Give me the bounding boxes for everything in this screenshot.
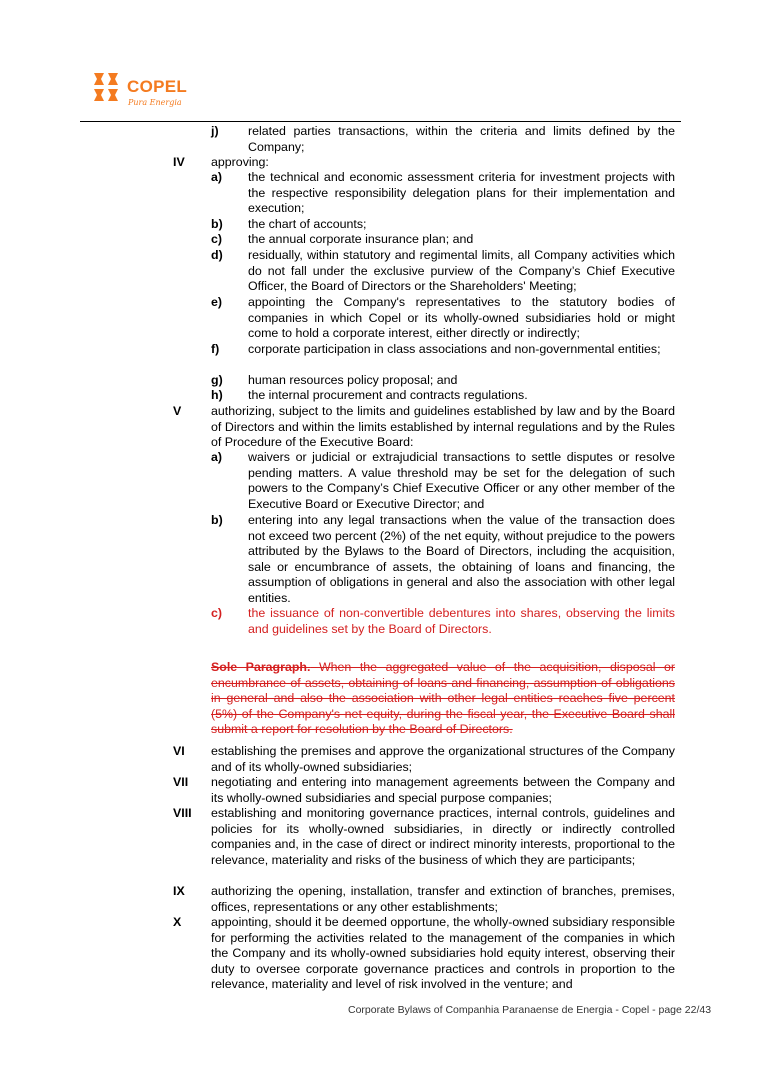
item-label: X: [173, 915, 182, 929]
item-label: h): [211, 388, 223, 402]
item-label: a): [211, 450, 223, 464]
logo-tagline: Pura Energia: [128, 98, 182, 107]
item-label: a): [211, 170, 223, 184]
item-text: establishing the premises and approve the organizational structures of the Company and of its wholly-owned subsidiaries;: [211, 744, 675, 774]
item-label: VIII: [173, 806, 192, 820]
item-text: authorizing the opening, installation, transfer and extinction of branches, premises, offices, representations or any other establishments;: [211, 884, 675, 914]
logo-name: COPEL: [127, 77, 188, 96]
page-footer: Corporate Bylaws of Companhia Paranaense de Energia - Copel - page 22/43: [348, 1004, 712, 1016]
item-label: g): [211, 373, 223, 387]
item-text: appointing the Company's representatives to the statutory bodies of companies in which Copel or its wholly-owned subsidiaries hold or might come to hold a corporate interest, either directly or indirectly;: [248, 295, 675, 341]
item-label: VII: [173, 775, 189, 789]
item-label-added: c): [211, 606, 223, 620]
item-text: entering into any legal transactions when the value of the transaction does not exceed two percent (2%) of the net equity, without prejudice to the powers attributed by the Bylaws to the Board of Directors, including the acquisition, sale or encumbrance of assets, the obtaining of loans and financing, the assumption of obligations in general and also the association with other legal entities.: [248, 513, 675, 605]
item-label: b): [211, 217, 223, 231]
item-text: related parties transactions, within the criteria and limits defined by the Company;: [248, 124, 675, 154]
item-text: appointing, should it be deemed opportune, the wholly-owned subsidiary responsible for performing the activities related to the management of the companies in which the Company and its wholly-owned subsidiaries hold equity interest, observing their duty to oversee corporate governance practices and controls in proportion to the relevance, materiality and level of risk involved in the venture; and: [211, 915, 675, 992]
item-text: approving:: [211, 155, 269, 169]
item-label: c): [211, 232, 223, 246]
item-text: authorizing, subject to the limits and guidelines established by law and by the Board of Directors and within the limits established by internal regulations and by the Rules of Procedure of the Executive Board:: [211, 404, 675, 450]
item-text: the internal procurement and contracts regulations.: [248, 388, 528, 402]
item-label: j): [211, 124, 219, 138]
sole-paragraph-label: Sole Paragraph.: [211, 660, 311, 674]
item-text: corporate participation in class associations and non-governmental entities;: [248, 342, 661, 356]
sole-paragraph-text: When the aggregated value of the acquisition, disposal or encumbrance of assets, obtaining of loans and financing, assumption of obligations in general and also the association with other legal entities reaches five percent (5%) of the Company's net equity, during the fiscal year, the Executive Board shall submit a report for resolution by the Board of Directors.: [211, 660, 676, 737]
item-text: waivers or judicial or extrajudicial transactions to settle disputes or resolve pending matters. A value threshold may be set for the delegation of such powers to the Company’s Chief Executive Officer or any other member of the Executive Board or Executive Director; and: [248, 450, 675, 511]
item-text: negotiating and entering into management agreements between the Company and its wholly-owned subsidiaries and special purpose companies;: [211, 775, 675, 805]
item-label: IX: [173, 884, 185, 898]
item-label: IV: [173, 155, 185, 169]
item-label: VI: [173, 744, 185, 758]
item-label: b): [211, 513, 223, 527]
item-label: V: [173, 404, 182, 418]
item-label: f): [211, 342, 220, 356]
item-text: the chart of accounts;: [248, 217, 367, 231]
item-label: e): [211, 295, 223, 309]
item-text: the annual corporate insurance plan; and: [248, 232, 474, 246]
sole-paragraph-deleted: [211, 660, 675, 738]
item-text: the technical and economic assessment criteria for investment projects with the respective responsibility delegation plans for their implementation and execution;: [248, 170, 675, 216]
item-text: establishing and monitoring governance practices, internal controls, guidelines and policies for its wholly-owned subsidiaries, in directly or indirectly controlled companies and, in the case of direct or indirect minority interests, proportional to the relevance, materiality and risks of the business of which they are participants;: [211, 806, 675, 867]
item-text: residually, within statutory and regimental limits, all Company activities which do not fall under the exclusive purview of the Company’s Chief Executive Officer, the Board of Directors or the Shareholders' Meeting;: [248, 248, 675, 294]
item-label: d): [211, 248, 223, 262]
item-text: human resources policy proposal; and: [248, 373, 458, 387]
item-text-added: the issuance of non-convertible debentures into shares, observing the limits and guidelines set by the Board of Directors.: [248, 606, 675, 636]
